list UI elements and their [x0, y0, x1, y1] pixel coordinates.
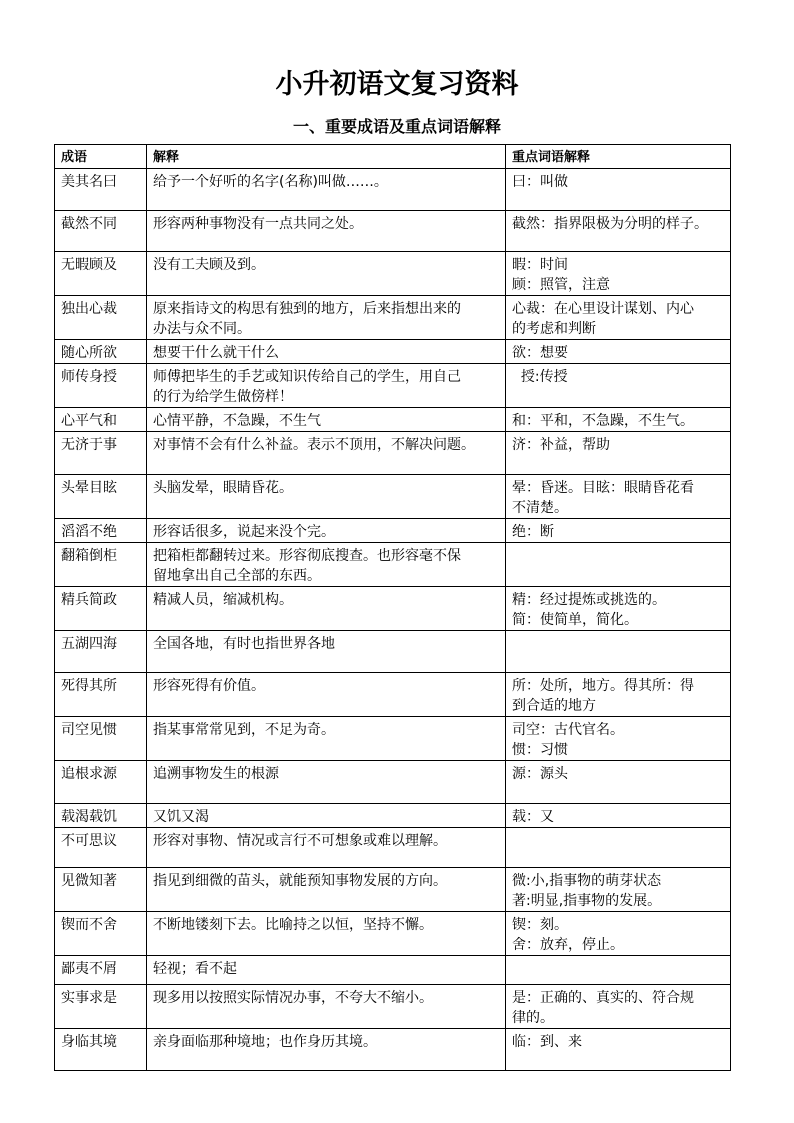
cell-line: 师傅把毕生的手艺或知识传给自己的学生，用自己 [153, 369, 461, 385]
cell-line: 形容话很多，说起来没个完。 [153, 524, 335, 540]
explanation-cell [147, 717, 506, 761]
cell-line: 司空：古代官名。 [512, 722, 624, 738]
explanation-cell [147, 673, 506, 717]
cell-line: 头脑发晕，眼睛昏花。 [153, 480, 293, 496]
explanation-cell [147, 169, 506, 211]
cell-line: 精：经过提炼或挑选的。 [512, 592, 666, 608]
table-row [55, 985, 731, 1029]
cell-line: 曰：叫做 [512, 174, 568, 190]
idiom-cell: 死得其所 [55, 673, 147, 717]
cell-line: 形容对事物、情况或言行不可想象或难以理解。 [153, 833, 447, 849]
idiom-cell: 师传身授 [55, 364, 147, 408]
idiom-table [54, 144, 731, 1071]
cell-line: 全国各地，有时也指世界各地 [153, 636, 335, 652]
explanation-cell [147, 543, 506, 587]
idiom-cell: 滔滔不绝 [55, 519, 147, 543]
table-row [55, 296, 731, 340]
table-row [55, 432, 731, 475]
key-words-cell [506, 169, 731, 211]
table-row [55, 340, 731, 364]
cell-line: 载：又 [512, 809, 554, 825]
cell-line: 给予一个好听的名字(名称)叫做……。 [153, 174, 388, 190]
explanation-cell [147, 296, 506, 340]
explanation-cell [147, 868, 506, 912]
table-row [55, 956, 731, 985]
cell-line: 微:小,指事物的萌芽状态 [512, 873, 662, 889]
explanation-cell [147, 956, 506, 985]
cell-line: 形容死得有价值。 [153, 678, 265, 694]
cell-line: 追溯事物发生的根源 [153, 766, 279, 782]
explanation-cell [147, 475, 506, 519]
idiom-cell: 心平气和 [55, 408, 147, 432]
header-explanation: 解释 [147, 145, 506, 169]
cell-line: 简：使简单，简化。 [512, 612, 638, 628]
key-words-cell [506, 408, 731, 432]
key-words-cell [506, 340, 731, 364]
table-row [55, 1029, 731, 1071]
cell-line: 精减人员，缩减机构。 [153, 592, 293, 608]
idiom-cell: 美其名曰 [55, 169, 147, 211]
key-words-cell [506, 1029, 731, 1071]
table-row [55, 252, 731, 296]
explanation-cell [147, 631, 506, 673]
explanation-cell [147, 408, 506, 432]
cell-line: 顾：照管，注意 [512, 277, 610, 293]
explanation-cell [147, 211, 506, 252]
idiom-cell: 见微知著 [55, 868, 147, 912]
explanation-cell [147, 364, 506, 408]
cell-line: 绝：断 [512, 524, 554, 540]
key-words-cell [506, 717, 731, 761]
explanation-cell [147, 519, 506, 543]
table-row [55, 587, 731, 631]
key-words-cell [506, 985, 731, 1029]
cell-line: 是：正确的、真实的、符合规 [512, 990, 694, 1006]
table-row [55, 364, 731, 408]
cell-line: 把箱柜都翻转过来。形容彻底搜查。也形容毫不保 [153, 548, 461, 564]
cell-line: 暇：时间 [512, 257, 568, 273]
cell-line: 锲：刻。 [512, 917, 568, 933]
explanation-cell [147, 1029, 506, 1071]
cell-line: 惯：习惯 [512, 742, 568, 758]
key-words-cell [506, 828, 731, 868]
idiom-cell: 不可思议 [55, 828, 147, 868]
cell-line: 留地拿出自己全部的东西。 [153, 568, 321, 584]
cell-line: 授:传授 [512, 369, 568, 385]
key-words-cell [506, 804, 731, 828]
explanation-cell [147, 804, 506, 828]
idiom-cell: 实事求是 [55, 985, 147, 1029]
key-words-cell [506, 631, 731, 673]
cell-line: 现多用以按照实际情况办事，不夸大不缩小。 [153, 990, 433, 1006]
cell-line: 办法与众不同。 [153, 321, 251, 337]
explanation-cell [147, 985, 506, 1029]
cell-line: 截然：指界限极为分明的样子。 [512, 216, 708, 232]
table-row [55, 475, 731, 519]
cell-line: 律的。 [512, 1010, 554, 1026]
idiom-cell: 无济于事 [55, 432, 147, 475]
key-words-cell [506, 364, 731, 408]
explanation-cell [147, 761, 506, 804]
cell-line: 心情平静，不急躁，不生气 [153, 413, 321, 429]
key-words-cell [506, 475, 731, 519]
cell-line: 的考虑和判断 [512, 321, 596, 337]
explanation-cell [147, 828, 506, 868]
table-row [55, 717, 731, 761]
idiom-cell: 载渴载饥 [55, 804, 147, 828]
cell-line: 所：处所，地方。得其所：得 [512, 678, 694, 694]
cell-line: 和：平和，不急躁，不生气。 [512, 413, 694, 429]
cell-line: 心裁：在心里设计谋划、内心 [512, 301, 694, 317]
idiom-cell: 追根求源 [55, 761, 147, 804]
table-row [55, 912, 731, 956]
cell-line: 原来指诗文的构思有独到的地方，后来指想出来的 [153, 301, 461, 317]
cell-line: 对事情不会有什么补益。表示不顶用，不解决问题。 [153, 437, 475, 453]
explanation-cell [147, 340, 506, 364]
cell-line: 舍：放弃，停止。 [512, 937, 624, 953]
explanation-cell [147, 912, 506, 956]
idiom-cell: 头晕目眩 [55, 475, 147, 519]
idiom-cell: 精兵简政 [55, 587, 147, 631]
idiom-cell: 独出心裁 [55, 296, 147, 340]
table-row [55, 868, 731, 912]
explanation-cell [147, 432, 506, 475]
key-words-cell [506, 868, 731, 912]
table-row [55, 631, 731, 673]
table-row [55, 519, 731, 543]
cell-line: 形容两种事物没有一点共同之处。 [153, 216, 363, 232]
header-key-words: 重点词语解释 [506, 145, 731, 169]
table-row [55, 673, 731, 717]
cell-line: 的行为给学生做傍样！ [153, 389, 293, 405]
idiom-cell: 身临其境 [55, 1029, 147, 1071]
cell-line: 临：到、来 [512, 1034, 582, 1050]
idiom-cell: 司空见惯 [55, 717, 147, 761]
cell-line: 到合适的地方 [512, 698, 596, 714]
key-words-cell [506, 956, 731, 985]
cell-line: 著:明显,指事物的发展。 [512, 893, 662, 909]
cell-line: 又饥又渴 [153, 809, 209, 825]
idiom-cell: 截然不同 [55, 211, 147, 252]
header-idiom: 成语 [55, 145, 147, 169]
explanation-cell [147, 587, 506, 631]
cell-line: 不清楚。 [512, 500, 568, 516]
cell-line: 源：源头 [512, 766, 568, 782]
key-words-cell [506, 761, 731, 804]
cell-line: 不断地镂刻下去。比喻持之以恒，坚持不懈。 [153, 917, 433, 933]
table-header-row [55, 145, 731, 169]
cell-line: 亲身面临那种境地；也作身历其境。 [153, 1034, 377, 1050]
idiom-cell: 鄙夷不屑 [55, 956, 147, 985]
cell-line: 没有工夫顾及到。 [153, 257, 265, 273]
section-heading: 一、重要成语及重点词语解释 [292, 117, 501, 136]
cell-line: 轻视；看不起 [153, 961, 237, 977]
idiom-cell: 五湖四海 [55, 631, 147, 673]
idiom-cell: 翻箱倒柜 [55, 543, 147, 587]
key-words-cell [506, 211, 731, 252]
table-row [55, 211, 731, 252]
cell-line: 晕：昏迷。目眩：眼睛昏花看 [512, 480, 694, 496]
key-words-cell [506, 519, 731, 543]
key-words-cell [506, 543, 731, 587]
cell-line: 指某事常常见到，不足为奇。 [153, 722, 335, 738]
cell-line: 指见到细微的苗头，就能预知事物发展的方向。 [153, 873, 447, 889]
table-row [55, 543, 731, 587]
cell-line: 欲：想要 [512, 345, 568, 361]
idiom-cell: 锲而不舍 [55, 912, 147, 956]
table-row [55, 408, 731, 432]
key-words-cell [506, 673, 731, 717]
explanation-cell [147, 252, 506, 296]
cell-line: 济：补益，帮助 [512, 437, 610, 453]
table-row [55, 761, 731, 804]
idiom-cell: 无暇顾及 [55, 252, 147, 296]
table-row [55, 169, 731, 211]
key-words-cell [506, 432, 731, 475]
idiom-cell: 随心所欲 [55, 340, 147, 364]
key-words-cell [506, 587, 731, 631]
key-words-cell [506, 296, 731, 340]
cell-line: 想要干什么就干什么 [153, 345, 279, 361]
table-row [55, 804, 731, 828]
table-row [55, 828, 731, 868]
page-title: 小升初语文复习资料 [275, 69, 519, 100]
key-words-cell [506, 912, 731, 956]
key-words-cell [506, 252, 731, 296]
